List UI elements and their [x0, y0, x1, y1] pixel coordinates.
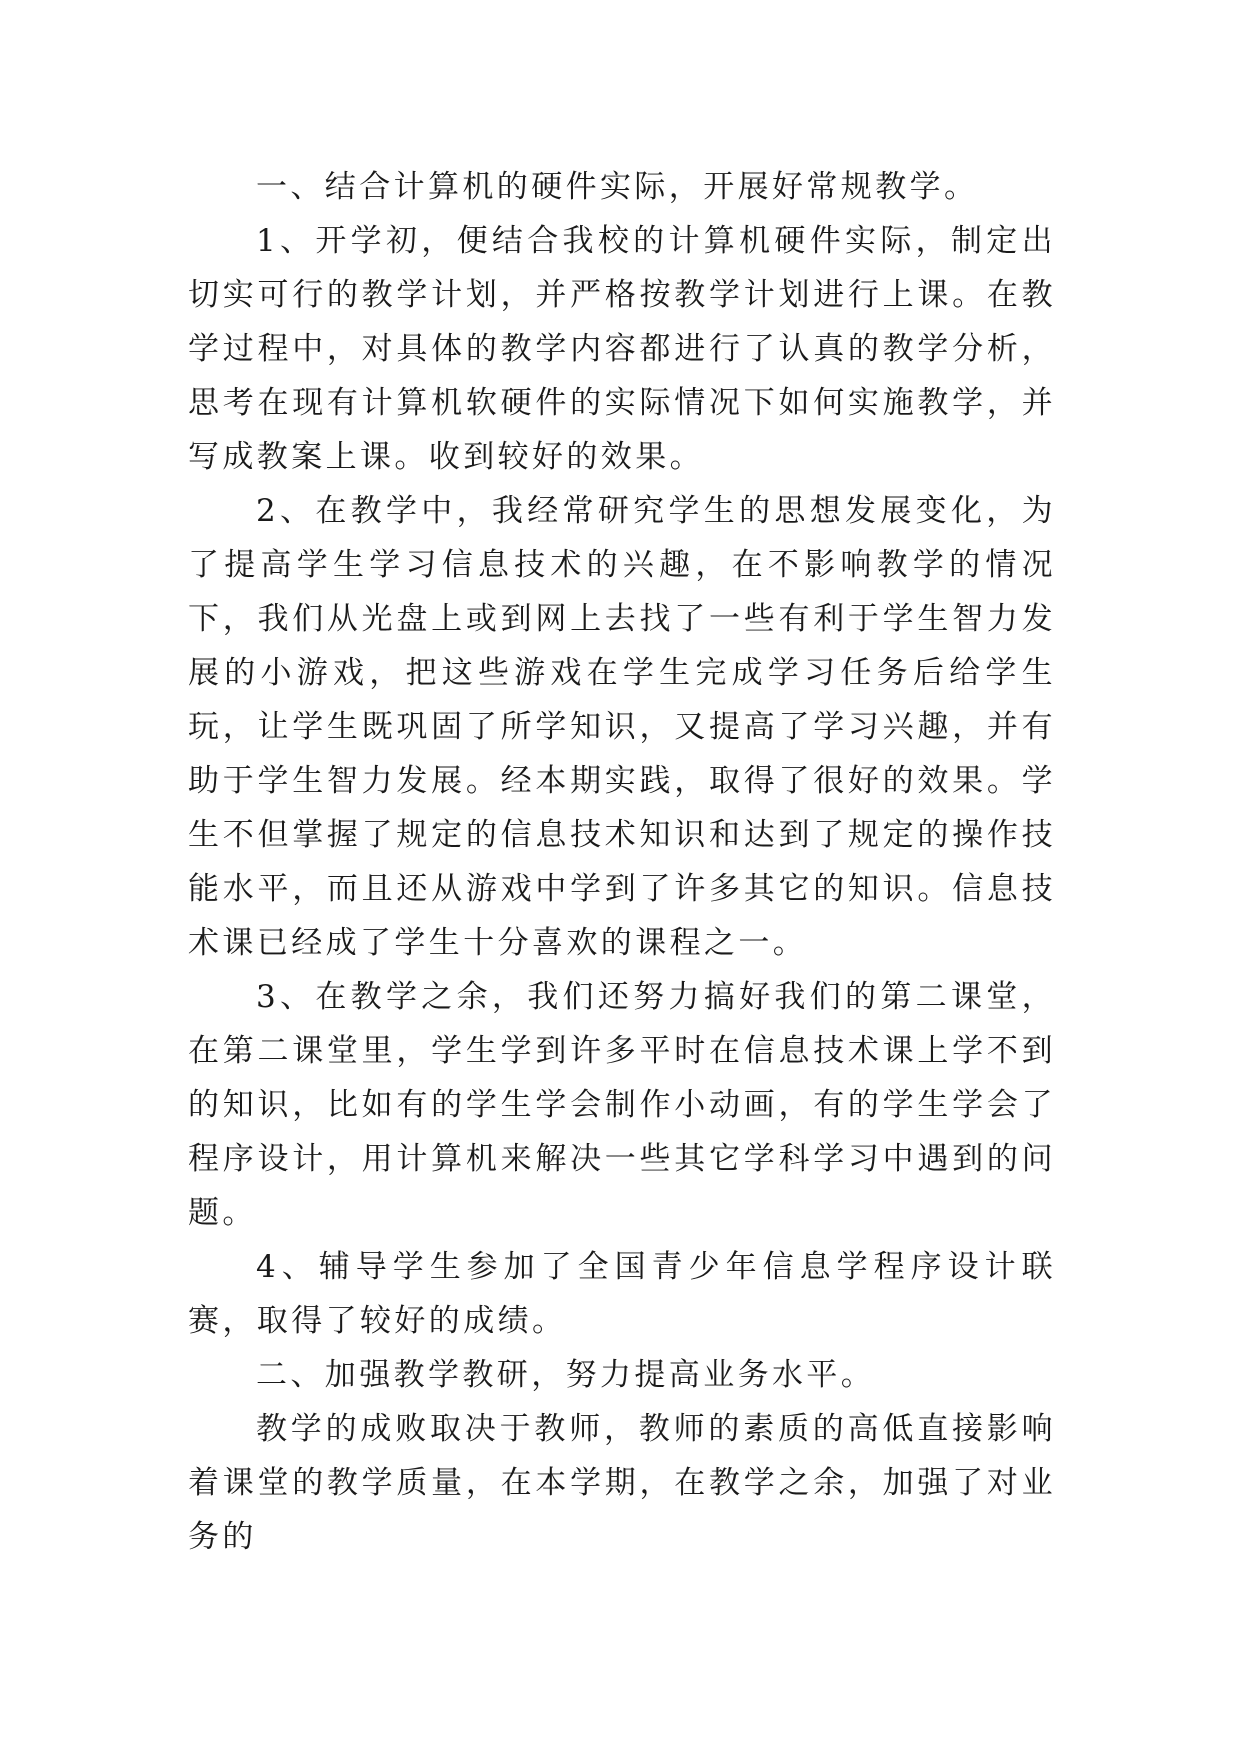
paragraph-item-3: 3、在教学之余，我们还努力搞好我们的第二课堂，在第二课堂里，学生学到许多平时在信息技术课上学不到的知识，比如有的学生学会制作小动画，有的学生学会了程序设计，用计算机来解决一些其它学科学习中遇到的问题。	[188, 979, 1056, 1231]
paragraph-item-1: 1、开学初，便结合我校的计算机硬件实际，制定出切实可行的教学计划，并严格按教学计划进行上课。在教学过程中，对具体的教学内容都进行了认真的教学分析，思考在现有计算机软硬件的实际情况下如何实施教学，并写成教案上课。收到较好的效果。	[188, 223, 1056, 475]
section-heading-2: 二、加强教学教研，努力提高业务水平。	[256, 1357, 876, 1393]
paragraph-item-2: 2、在教学中，我经常研究学生的思想发展变化，为了提高学生学习信息技术的兴趣，在不影响教学的情况下，我们从光盘上或到网上去找了一些有利于学生智力发展的小游戏，把这些游戏在学生完成学习任务后给学生玩，让学生既巩固了所学知识，又提高了学习兴趣，并有助于学生智力发展。经本期实践，取得了很好的效果。学生不但掌握了规定的信息技术知识和达到了规定的操作技能水平，而且还从游戏中学到了许多其它的知识。信息技术课已经成了学生十分喜欢的课程之一。	[188, 493, 1056, 961]
paragraph-item-4: 4、辅导学生参加了全国青少年信息学程序设计联赛，取得了较好的成绩。	[188, 1249, 1056, 1339]
document-body	[188, 160, 1056, 1564]
paragraph-body: 教学的成败取决于教师，教师的素质的高低直接影响着课堂的教学质量，在本学期，在教学之余，加强了对业务的	[188, 1411, 1056, 1555]
section-heading-1: 一、结合计算机的硬件实际，开展好常规教学。	[256, 169, 979, 205]
